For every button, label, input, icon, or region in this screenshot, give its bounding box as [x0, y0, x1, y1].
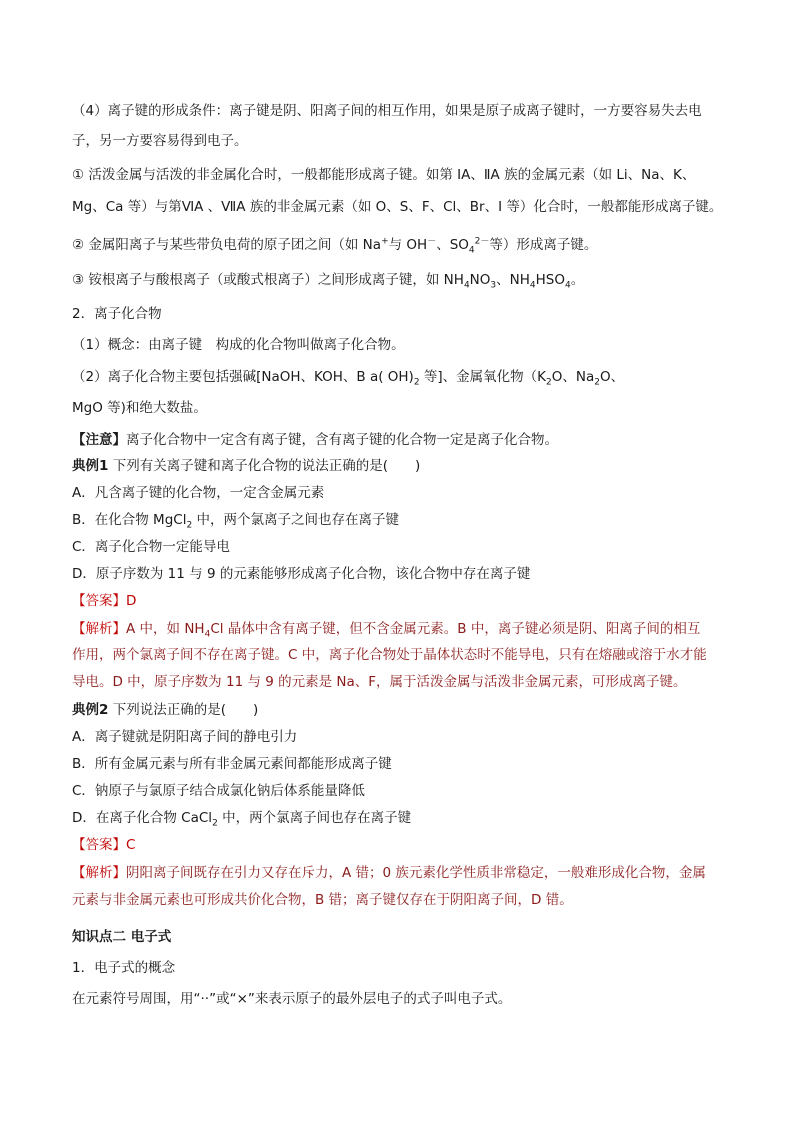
example-1-tag: 典例1 [72, 458, 109, 474]
knowledge-point-2-title: 知识点二 电子式 [72, 929, 172, 945]
section-4-line-2: 子，另一方要容易得到电子。 [72, 133, 248, 149]
example-2-answer: 【答案】C [72, 837, 136, 853]
section-4-line-1: （4）离子键的形成条件：离子键是阴、阳离子间的相互作用，如果是原子成离子键时，一方要容易失去电 [72, 103, 702, 119]
example-1-option-d: D．原子序数为 11 与 9 的元素能够形成离子化合物，该化合物中存在离子键 [72, 566, 531, 582]
item-3: ③ 铵根离子与酸根离子（或酸式根离子）之间形成离子键，如 $NH_4NO_3$、$NH_4HSO_4$。 [72, 272, 585, 291]
example-1-answer: 【答案】D [72, 593, 137, 609]
example-1-option-b: B．在化合物 MgCl$_2$ 中，两个氯离子之间也存在离子键 [72, 512, 399, 531]
example-2-tag: 典例2 [72, 702, 109, 718]
item-2: ② 金属阳离子与某些带负电荷的原子团之间（如 Na+与 OH－、$SO_4^{2-}$等）形成离子键。 [72, 236, 598, 256]
knowledge-point-2-subheading: 1．电子式的概念 [72, 960, 176, 976]
item-1-line-2: Mg、Ca 等）与第ⅥA 、ⅦA 族的非金属元素（如 O、S、F、Cl、Br、I 等）化合时，一般都能形成离子键。 [72, 199, 723, 215]
example-2-analysis-line-1: 【解析】阴阳离子间既存在引力又存在斥力，A 错；0 族元素化学性质非常稳定，一般难形成化合物，金属 [72, 865, 706, 881]
note-tag: 【注意】 [72, 432, 126, 448]
example-2-option-b: B．所有金属元素与所有非金属元素间都能形成离子键 [72, 756, 392, 772]
section-2-heading: 2．离子化合物 [72, 306, 162, 322]
example-2-option-d: D．在离子化合物 CaCl$_2$ 中，两个氯离子间也存在离子键 [72, 810, 412, 829]
example-1-analysis-line-3: 导电。D 中，原子序数为 11 与 9 的元素是 Na、F，属于活泼金属与活泼非金属元素，可形成离子键。 [72, 674, 687, 690]
note [72, 430, 754, 450]
knowledge-point-2-text: 在元素符号周围，用“··”或“×”来表示原子的最外层电子的式子叫电子式。 [72, 991, 512, 1007]
example-1-question: 典例1 下列有关离子键和离子化合物的说法正确的是( ) [72, 458, 421, 474]
note-text: 离子化合物中一定含有离子键，含有离子键的化合物一定是离子化合物。 [126, 432, 558, 448]
example-2-analysis-line-2: 元素与非金属元素也可形成共价化合物，B 错；离子键仅存在于阴阳离子间，D 错。 [72, 892, 573, 908]
example-1-analysis-line-2: 作用，两个氯离子间不存在离子键。C 中，离子化合物处于晶体状态时不能导电，只有在熔融或溶于水才能 [72, 647, 707, 663]
section-2-paragraph-1: （1）概念：由离子键 构成的化合物叫做离子化合物。 [72, 337, 405, 353]
section-2-paragraph-2: （2）离子化合物主要包括强碱[NaOH、KOH、B a( $OH)_2$ 等]、金属氧化物（$K_2O$、$Na_2O$、 [72, 369, 625, 388]
item-1-line-1: ① 活泼金属与活泼的非金属化合时，一般都能形成离子键。如第 IA、ⅡA 族的金属元素（如 Li、Na、K、 [72, 167, 696, 183]
example-1-option-a: A．凡含离子键的化合物，一定含金属元素 [72, 485, 325, 501]
example-1-analysis-line-1: 【解析】A 中，如 $NH_4Cl$ 晶体中含有离子键，但不含金属元素。B 中，离子键必须是阴、阳离子间的相互 [72, 621, 701, 640]
example-2-option-c: C．钠原子与氯原子结合成氯化钠后体系能量降低 [72, 783, 365, 799]
example-2-option-a: A．离子键就是阴阳离子间的静电引力 [72, 729, 298, 745]
example-1-option-c: C．离子化合物一定能导电 [72, 539, 230, 555]
section-2-paragraph-3: MgO 等)和绝大数盐。 [72, 400, 207, 416]
example-2-question: 典例2 下列说法正确的是( ) [72, 702, 259, 718]
